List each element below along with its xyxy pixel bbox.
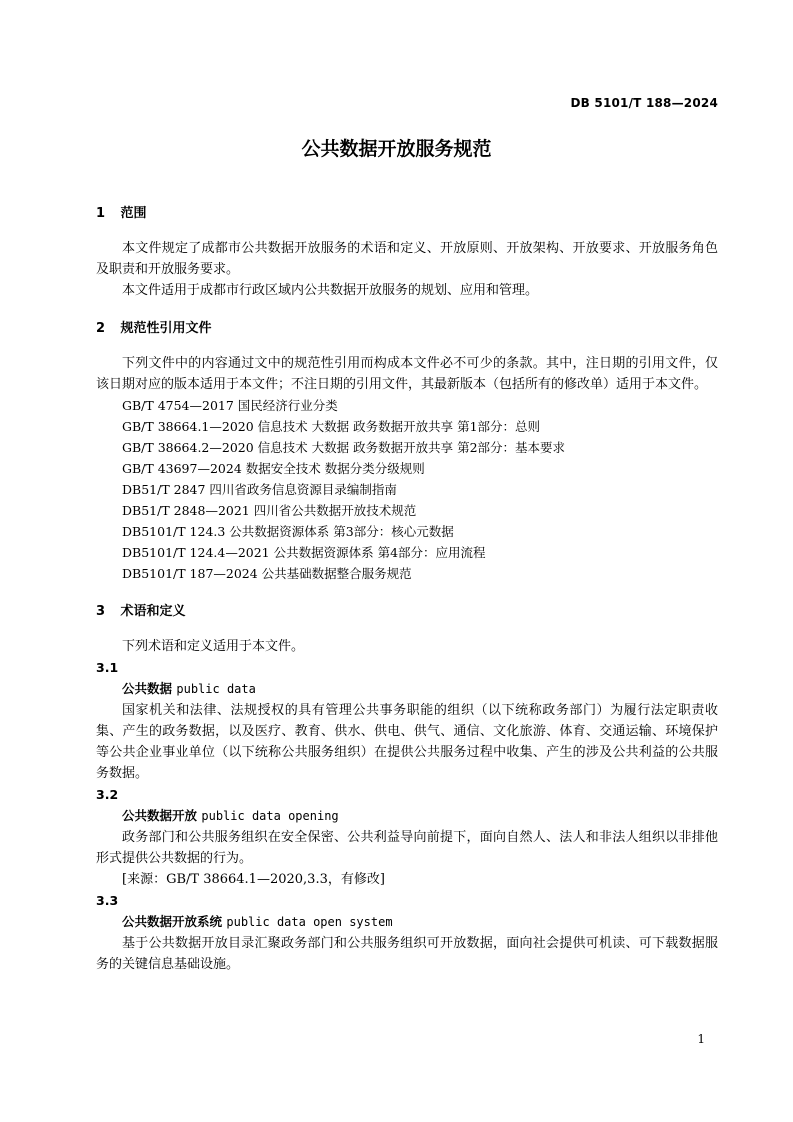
section-title: 规范性引用文件 — [120, 321, 212, 336]
term-name — [96, 678, 718, 700]
section-number: 2 — [96, 321, 106, 336]
document-body — [96, 204, 718, 975]
term-name — [96, 805, 718, 827]
term-definition: 基于公共数据开放目录汇聚政务部门和公共服务组织可开放数据，面向社会提供可机读、可下载数据服务的关键信息基础设施。 — [96, 936, 718, 972]
section-heading-terms-definitions — [96, 602, 718, 622]
reference-item: DB5101/T 187—2024 公共基础数据整合服务规范 — [122, 566, 412, 581]
reference-item: DB51/T 2847 四川省政务信息资源目录编制指南 — [122, 482, 397, 497]
term-number: 3.1 — [96, 660, 119, 675]
terms-intro: 下列术语和定义适用于本文件。 — [122, 639, 305, 654]
term-name — [96, 911, 718, 933]
section-heading-scope — [96, 204, 718, 224]
reference-item: GB/T 43697—2024 数据安全技术 数据分类分级规则 — [122, 461, 425, 476]
section-heading-normative-references — [96, 319, 718, 339]
reference-item: DB5101/T 124.3 公共数据资源体系 第3部分：核心元数据 — [122, 524, 454, 539]
reference-item: DB5101/T 124.4—2021 公共数据资源体系 第4部分：应用流程 — [122, 545, 486, 560]
reference-item: DB51/T 2848—2021 四川省公共数据开放技术规范 — [122, 503, 417, 518]
reference-item: GB/T 38664.2—2020 信息技术 大数据 政务数据开放共享 第2部分：基本要求 — [122, 440, 566, 455]
term-definition: 政务部门和公共服务组织在安全保密、公共利益导向前提下，面向自然人、法人和非法人组织以非排他形式提供公共数据的行为。 — [96, 830, 718, 866]
term-number: 3.3 — [96, 893, 119, 908]
term-en: public data opening — [201, 809, 339, 823]
term-en: public data — [176, 682, 256, 696]
term-zh: 公共数据开放系统 — [122, 914, 223, 929]
term-number: 3.2 — [96, 787, 119, 802]
section-title: 范围 — [120, 206, 147, 221]
term-zh: 公共数据 — [122, 681, 173, 696]
section-number: 1 — [96, 206, 106, 221]
term-zh: 公共数据开放 — [122, 808, 198, 823]
standard-code: DB 5101/T 188—2024 — [570, 96, 718, 110]
scope-paragraph: 本文件适用于成都市行政区域内公共数据开放服务的规划、应用和管理。 — [122, 283, 539, 298]
term-definition: 国家机关和法律、法规授权的具有管理公共事务职能的组织（以下统称政务部门）为履行法定职责收集、产生的政务数据，以及医疗、教育、供水、供电、供气、通信、文化旅游、体育、交通运输、环境保护等公共企业事业单位（以下统称公共服务组织）在提供公共服务过程中收集、产生的涉及公共利益的公共服务数据。 — [96, 703, 718, 781]
section-title: 术语和定义 — [120, 604, 186, 619]
document-title: 公共数据开放服务规范 — [301, 138, 492, 160]
references-intro: 下列文件中的内容通过文中的规范性引用而构成本文件必不可少的条款。其中，注日期的引用文件，仅该日期对应的版本适用于本文件；不注日期的引用文件，其最新版本（包括所有的修改单）适用于本文件。 — [96, 356, 718, 392]
scope-paragraph: 本文件规定了成都市公共数据开放服务的术语和定义、开放原则、开放架构、开放要求、开放服务角色及职责和开放服务要求。 — [96, 241, 718, 277]
reference-item: GB/T 38664.1—2020 信息技术 大数据 政务数据开放共享 第1部分：总则 — [122, 419, 541, 434]
term-en: public data open system — [226, 915, 393, 929]
page-number: 1 — [697, 1032, 705, 1046]
section-number: 3 — [96, 604, 106, 619]
term-source: [来源：GB/T 38664.1—2020,3.3，有修改] — [122, 872, 385, 887]
reference-item: GB/T 4754—2017 国民经济行业分类 — [122, 398, 338, 413]
